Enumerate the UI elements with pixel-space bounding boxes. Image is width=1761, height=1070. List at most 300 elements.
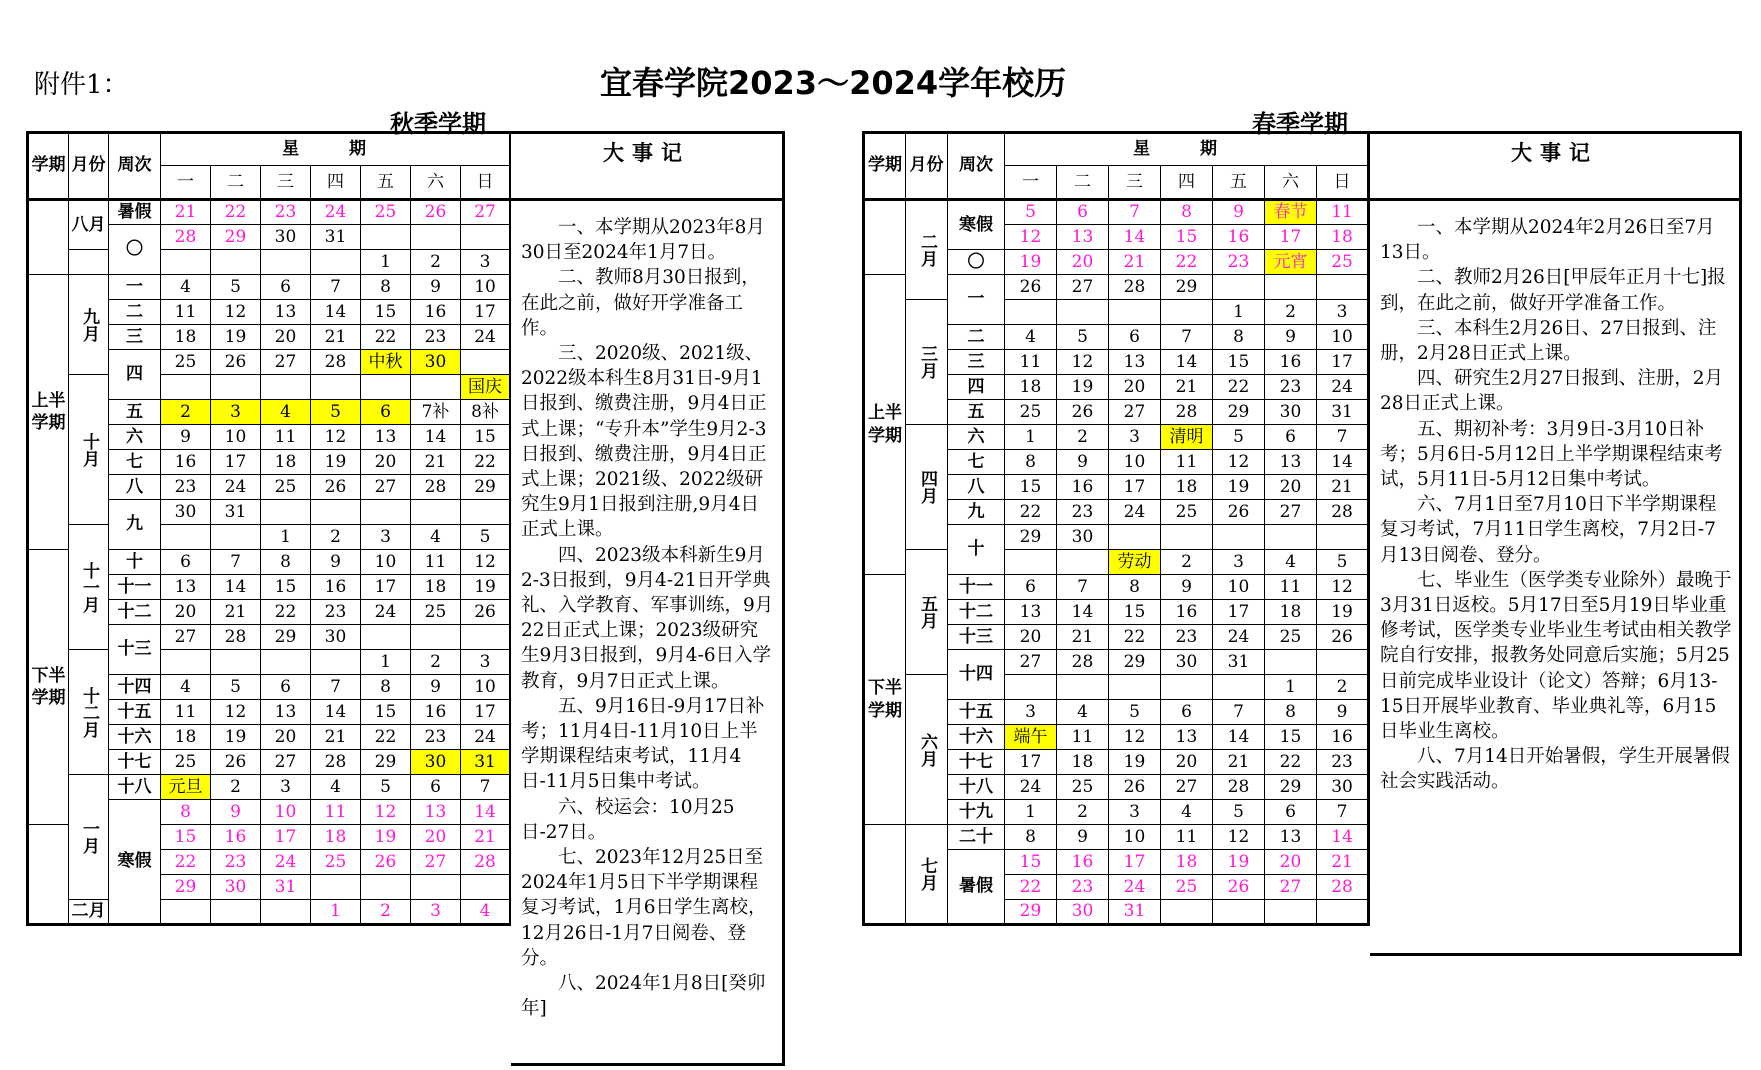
day-cell: 30 bbox=[1265, 400, 1317, 425]
weekday-header: 六 bbox=[411, 166, 461, 200]
day-cell: 17 bbox=[1213, 600, 1265, 625]
day-cell: 14 bbox=[1213, 725, 1265, 750]
week-label: 十二 bbox=[948, 600, 1005, 625]
day-cell: 27 bbox=[1265, 875, 1317, 900]
week-label: 寒假 bbox=[109, 800, 161, 925]
day-cell: 11 bbox=[261, 425, 311, 450]
day-cell: 19 bbox=[1005, 250, 1057, 275]
day-cell: 14 bbox=[211, 575, 261, 600]
term-label: 上半学期 bbox=[864, 275, 906, 575]
week-label: 寒假 bbox=[948, 200, 1005, 250]
day-cell: 27 bbox=[261, 750, 311, 775]
day-cell: 29 bbox=[1265, 775, 1317, 800]
day-cell: 28 bbox=[211, 625, 261, 650]
day-cell: 21 bbox=[161, 200, 211, 225]
day-cell: 30 bbox=[1057, 525, 1109, 550]
day-cell: 2 bbox=[1317, 675, 1369, 700]
day-cell: 16 bbox=[1317, 725, 1369, 750]
day-cell: 16 bbox=[411, 700, 461, 725]
day-cell: 18 bbox=[161, 325, 211, 350]
day-cell: 23 bbox=[1057, 875, 1109, 900]
day-cell: 13 bbox=[361, 425, 411, 450]
week-label: 十三 bbox=[948, 625, 1005, 650]
day-cell: 6 bbox=[1161, 700, 1213, 725]
day-cell: 12 bbox=[211, 300, 261, 325]
autumn-events-body bbox=[511, 201, 782, 1060]
week-label: 〇 bbox=[948, 250, 1005, 275]
weekday-header: 日 bbox=[1317, 166, 1369, 200]
day-cell: 31 bbox=[211, 500, 261, 525]
day-cell: 14 bbox=[1317, 825, 1369, 850]
day-cell: 8 bbox=[361, 675, 411, 700]
holiday-cell: 30 bbox=[411, 750, 461, 775]
day-cell bbox=[1213, 275, 1265, 300]
day-cell bbox=[1265, 650, 1317, 675]
week-label: 十四 bbox=[109, 675, 161, 700]
day-cell: 12 bbox=[211, 700, 261, 725]
day-cell: 9 bbox=[1161, 575, 1213, 600]
week-label: 九 bbox=[109, 500, 161, 550]
day-cell bbox=[411, 875, 461, 900]
day-cell: 19 bbox=[211, 325, 261, 350]
day-cell: 3 bbox=[461, 250, 511, 275]
day-cell: 28 bbox=[1057, 650, 1109, 675]
day-cell: 23 bbox=[411, 325, 461, 350]
day-cell: 12 bbox=[1213, 450, 1265, 475]
month-label: 五月 bbox=[906, 550, 948, 675]
week-label: 十七 bbox=[109, 750, 161, 775]
day-cell: 16 bbox=[161, 450, 211, 475]
autumn-semester-title: 秋季学期 bbox=[390, 110, 486, 138]
day-cell: 27 bbox=[261, 350, 311, 375]
day-cell: 21 bbox=[211, 600, 261, 625]
month-column-header: 月份 bbox=[906, 133, 948, 200]
day-cell: 18 bbox=[411, 575, 461, 600]
day-cell: 24 bbox=[1005, 775, 1057, 800]
day-cell: 3 bbox=[1109, 800, 1161, 825]
spring-events-header: 大事记 bbox=[1370, 134, 1739, 201]
week-label: 五 bbox=[109, 400, 161, 425]
day-cell: 11 bbox=[1317, 200, 1369, 225]
week-label: 十五 bbox=[109, 700, 161, 725]
day-cell: 6 bbox=[1265, 800, 1317, 825]
day-cell: 11 bbox=[1005, 350, 1057, 375]
day-cell: 8 bbox=[261, 550, 311, 575]
day-cell: 13 bbox=[1005, 600, 1057, 625]
day-cell: 20 bbox=[411, 825, 461, 850]
page-title: 宜春学院2023～2024学年校历 bbox=[600, 64, 1067, 102]
day-cell: 24 bbox=[361, 600, 411, 625]
day-cell: 24 bbox=[461, 325, 511, 350]
day-cell bbox=[1213, 900, 1265, 925]
day-cell: 22 bbox=[1265, 750, 1317, 775]
day-cell: 7 bbox=[211, 550, 261, 575]
day-cell: 7 bbox=[461, 775, 511, 800]
day-cell: 13 bbox=[1057, 225, 1109, 250]
day-cell: 22 bbox=[1213, 375, 1265, 400]
day-cell: 16 bbox=[1265, 350, 1317, 375]
day-cell: 10 bbox=[1109, 825, 1161, 850]
month-label: 十一月 bbox=[69, 525, 109, 650]
holiday-cell: 元旦 bbox=[161, 775, 211, 800]
day-cell: 10 bbox=[1109, 450, 1161, 475]
day-cell: 13 bbox=[411, 800, 461, 825]
day-cell: 2 bbox=[1057, 425, 1109, 450]
day-cell: 14 bbox=[1109, 225, 1161, 250]
event-note: 五、9月16日-9月17日补考；11月4日-11月10日上半学期课程结束考试，11月4日-11月5日集中考试。 bbox=[521, 695, 765, 793]
month-column-header: 月份 bbox=[69, 133, 109, 200]
day-cell: 29 bbox=[261, 625, 311, 650]
day-cell bbox=[311, 250, 361, 275]
day-cell bbox=[311, 650, 361, 675]
day-cell: 3 bbox=[261, 775, 311, 800]
day-cell bbox=[211, 525, 261, 550]
day-cell bbox=[261, 250, 311, 275]
day-cell: 15 bbox=[1005, 850, 1057, 875]
day-cell bbox=[261, 375, 311, 400]
day-cell: 26 bbox=[1005, 275, 1057, 300]
attachment-label: 附件1： bbox=[34, 70, 129, 100]
day-cell: 3 bbox=[1005, 700, 1057, 725]
day-cell: 13 bbox=[1109, 350, 1161, 375]
day-cell: 28 bbox=[1317, 500, 1369, 525]
week-label: 十一 bbox=[948, 575, 1005, 600]
week-label: 暑假 bbox=[948, 850, 1005, 925]
day-cell: 19 bbox=[211, 725, 261, 750]
day-cell: 8补 bbox=[461, 400, 511, 425]
holiday-cell: 端午 bbox=[1005, 725, 1057, 750]
day-cell: 12 bbox=[1317, 575, 1369, 600]
day-cell: 4 bbox=[311, 775, 361, 800]
month-label: 四月 bbox=[906, 425, 948, 550]
weekday-header: 四 bbox=[1161, 166, 1213, 200]
day-cell: 10 bbox=[361, 550, 411, 575]
event-note: 二、教师8月30日报到，在此之前，做好开学准备工作。 bbox=[521, 267, 760, 339]
day-cell bbox=[211, 375, 261, 400]
day-cell bbox=[1109, 300, 1161, 325]
week-label: 十一 bbox=[109, 575, 161, 600]
holiday-cell: 30 bbox=[411, 350, 461, 375]
holiday-cell: 国庆 bbox=[461, 375, 511, 400]
day-cell: 9 bbox=[1317, 700, 1369, 725]
event-note: 一、本学期从2024年2月26日至7月13日。 bbox=[1380, 217, 1715, 264]
day-cell bbox=[261, 900, 311, 925]
day-cell: 30 bbox=[1057, 900, 1109, 925]
day-cell: 3 bbox=[361, 525, 411, 550]
event-note: 二、教师2月26日[甲辰年正月十七]报到，在此之前，做好开学准备工作。 bbox=[1380, 267, 1726, 314]
day-cell: 16 bbox=[1213, 225, 1265, 250]
month-label: 七月 bbox=[906, 825, 948, 925]
day-cell: 15 bbox=[1005, 475, 1057, 500]
day-cell: 9 bbox=[1213, 200, 1265, 225]
day-cell bbox=[161, 250, 211, 275]
day-cell: 24 bbox=[1317, 375, 1369, 400]
day-cell: 21 bbox=[1213, 750, 1265, 775]
day-cell: 9 bbox=[411, 675, 461, 700]
day-cell: 4 bbox=[1161, 800, 1213, 825]
day-cell: 28 bbox=[311, 750, 361, 775]
day-cell: 13 bbox=[161, 575, 211, 600]
day-cell: 15 bbox=[1161, 225, 1213, 250]
holiday-cell: 31 bbox=[461, 750, 511, 775]
day-cell: 29 bbox=[1161, 275, 1213, 300]
day-cell: 17 bbox=[1005, 750, 1057, 775]
day-cell: 9 bbox=[211, 800, 261, 825]
day-cell: 11 bbox=[311, 800, 361, 825]
event-note: 六、7月1日至7月10日下半学期课程复习考试，7月11日学生离校，7月2日-7月13日阅卷、登分。 bbox=[1380, 494, 1717, 566]
day-cell: 28 bbox=[411, 475, 461, 500]
day-cell: 25 bbox=[1057, 775, 1109, 800]
day-cell: 20 bbox=[361, 450, 411, 475]
day-cell: 3 bbox=[1317, 300, 1369, 325]
term-label: 下半学期 bbox=[28, 550, 69, 825]
day-cell: 6 bbox=[1057, 200, 1109, 225]
day-cell: 2 bbox=[311, 525, 361, 550]
day-cell: 26 bbox=[1109, 775, 1161, 800]
day-cell: 20 bbox=[261, 725, 311, 750]
weekday-header: 二 bbox=[211, 166, 261, 200]
day-cell: 17 bbox=[361, 575, 411, 600]
day-cell: 11 bbox=[1161, 450, 1213, 475]
day-cell: 5 bbox=[1109, 700, 1161, 725]
weekday-header: 日 bbox=[461, 166, 511, 200]
day-cell: 31 bbox=[1317, 400, 1369, 425]
day-cell: 21 bbox=[461, 825, 511, 850]
day-cell: 25 bbox=[1005, 400, 1057, 425]
day-cell bbox=[1161, 675, 1213, 700]
day-cell bbox=[461, 875, 511, 900]
day-cell: 13 bbox=[1161, 725, 1213, 750]
day-cell: 1 bbox=[311, 900, 361, 925]
event-note: 八、7月14日开始暑假，学生开展暑假社会实践活动。 bbox=[1380, 746, 1730, 793]
day-cell: 6 bbox=[1265, 425, 1317, 450]
day-cell: 8 bbox=[1109, 575, 1161, 600]
day-cell: 3 bbox=[1109, 425, 1161, 450]
day-cell bbox=[1317, 275, 1369, 300]
day-cell: 18 bbox=[1161, 850, 1213, 875]
event-note: 七、2023年12月25日至2024年1月5日下半学期课程复习考试，1月6日学生离校，12月26日-1月7日阅卷、登分。 bbox=[521, 847, 767, 969]
holiday-cell: 元宵 bbox=[1265, 250, 1317, 275]
day-cell: 1 bbox=[1265, 675, 1317, 700]
day-cell: 3 bbox=[411, 900, 461, 925]
day-cell: 3 bbox=[461, 650, 511, 675]
day-cell: 24 bbox=[1109, 875, 1161, 900]
day-cell: 29 bbox=[1005, 525, 1057, 550]
day-cell: 13 bbox=[1265, 825, 1317, 850]
event-note: 四、研究生2月27日报到、注册，2月28日正式上课。 bbox=[1380, 368, 1724, 415]
day-cell: 18 bbox=[1161, 475, 1213, 500]
day-cell: 5 bbox=[1057, 325, 1109, 350]
day-cell: 11 bbox=[1057, 725, 1109, 750]
day-cell: 31 bbox=[311, 225, 361, 250]
weekday-header: 三 bbox=[1109, 166, 1161, 200]
day-cell: 8 bbox=[1265, 700, 1317, 725]
day-cell: 20 bbox=[1109, 375, 1161, 400]
day-cell: 6 bbox=[161, 550, 211, 575]
day-cell: 7 bbox=[1057, 575, 1109, 600]
day-cell: 16 bbox=[1161, 600, 1213, 625]
day-cell bbox=[1005, 300, 1057, 325]
day-cell: 27 bbox=[461, 200, 511, 225]
day-cell bbox=[411, 375, 461, 400]
day-cell: 18 bbox=[261, 450, 311, 475]
day-cell bbox=[161, 650, 211, 675]
day-cell: 25 bbox=[1161, 500, 1213, 525]
day-cell bbox=[161, 375, 211, 400]
day-cell: 5 bbox=[1213, 425, 1265, 450]
day-cell: 25 bbox=[161, 750, 211, 775]
day-cell: 28 bbox=[1317, 875, 1369, 900]
day-cell bbox=[161, 525, 211, 550]
day-cell: 22 bbox=[1109, 625, 1161, 650]
day-cell: 2 bbox=[211, 775, 261, 800]
day-cell bbox=[411, 225, 461, 250]
day-cell: 15 bbox=[161, 825, 211, 850]
week-label: 十七 bbox=[948, 750, 1005, 775]
day-cell: 18 bbox=[1005, 375, 1057, 400]
week-label: 十 bbox=[109, 550, 161, 575]
day-cell bbox=[311, 500, 361, 525]
weekday-header: 一 bbox=[1005, 166, 1057, 200]
day-cell: 26 bbox=[1317, 625, 1369, 650]
day-cell: 5 bbox=[1317, 550, 1369, 575]
day-cell: 18 bbox=[1317, 225, 1369, 250]
week-label: 十二 bbox=[109, 600, 161, 625]
day-cell: 21 bbox=[1109, 250, 1161, 275]
day-cell: 1 bbox=[1005, 425, 1057, 450]
day-cell bbox=[1161, 525, 1213, 550]
day-cell: 15 bbox=[361, 300, 411, 325]
day-cell: 12 bbox=[461, 550, 511, 575]
day-cell: 28 bbox=[1213, 775, 1265, 800]
day-cell: 25 bbox=[1161, 875, 1213, 900]
week-label: 一 bbox=[109, 275, 161, 300]
day-cell: 26 bbox=[211, 350, 261, 375]
day-cell: 9 bbox=[1265, 325, 1317, 350]
day-cell: 27 bbox=[361, 475, 411, 500]
holiday-cell: 春节 bbox=[1265, 200, 1317, 225]
holiday-cell: 清明 bbox=[1161, 425, 1213, 450]
day-cell bbox=[1213, 675, 1265, 700]
day-cell bbox=[361, 875, 411, 900]
day-cell: 18 bbox=[1265, 600, 1317, 625]
weekday-header: 五 bbox=[1213, 166, 1265, 200]
day-cell: 24 bbox=[211, 475, 261, 500]
day-cell: 17 bbox=[211, 450, 261, 475]
day-cell: 25 bbox=[161, 350, 211, 375]
day-cell: 26 bbox=[361, 850, 411, 875]
weekday-header: 一 bbox=[161, 166, 211, 200]
day-cell: 27 bbox=[1109, 400, 1161, 425]
term-column-header: 学期 bbox=[864, 133, 906, 200]
day-cell: 7 bbox=[311, 675, 361, 700]
day-cell: 20 bbox=[1265, 850, 1317, 875]
holiday-cell: 2 bbox=[161, 400, 211, 425]
day-cell: 8 bbox=[1161, 200, 1213, 225]
week-column-header: 周次 bbox=[109, 133, 161, 200]
day-cell: 1 bbox=[361, 250, 411, 275]
day-cell: 25 bbox=[261, 475, 311, 500]
day-cell: 15 bbox=[261, 575, 311, 600]
day-cell: 26 bbox=[311, 475, 361, 500]
day-cell: 22 bbox=[161, 850, 211, 875]
day-cell: 2 bbox=[361, 900, 411, 925]
day-cell: 22 bbox=[1161, 250, 1213, 275]
day-cell: 19 bbox=[1317, 600, 1369, 625]
day-cell: 23 bbox=[1213, 250, 1265, 275]
day-cell: 10 bbox=[1213, 575, 1265, 600]
day-cell: 1 bbox=[1005, 800, 1057, 825]
day-cell bbox=[411, 625, 461, 650]
week-column-header: 周次 bbox=[948, 133, 1005, 200]
day-cell: 4 bbox=[161, 675, 211, 700]
day-cell bbox=[411, 500, 461, 525]
day-cell bbox=[1109, 675, 1161, 700]
day-cell bbox=[1213, 525, 1265, 550]
day-cell: 21 bbox=[1317, 850, 1369, 875]
autumn-events-box bbox=[511, 131, 785, 1066]
day-cell: 16 bbox=[1057, 850, 1109, 875]
day-cell: 20 bbox=[261, 325, 311, 350]
day-cell: 25 bbox=[411, 600, 461, 625]
day-cell: 19 bbox=[1057, 375, 1109, 400]
day-cell: 10 bbox=[461, 675, 511, 700]
day-cell: 22 bbox=[211, 200, 261, 225]
day-cell: 16 bbox=[1057, 475, 1109, 500]
day-cell: 16 bbox=[211, 825, 261, 850]
day-cell: 12 bbox=[1057, 350, 1109, 375]
day-cell: 4 bbox=[411, 525, 461, 550]
day-cell bbox=[1265, 275, 1317, 300]
event-note: 五、期初补考：3月9日-3月10日补考；5月6日-5月12日上半学期课程结束考试，5月11日-5月12日集中考试。 bbox=[1380, 418, 1723, 491]
week-label: 八 bbox=[948, 475, 1005, 500]
day-cell bbox=[1109, 525, 1161, 550]
week-label: 十 bbox=[948, 525, 1005, 575]
day-cell: 11 bbox=[161, 300, 211, 325]
week-label: 十八 bbox=[948, 775, 1005, 800]
spring-calendar-panel bbox=[862, 131, 1742, 1066]
day-cell: 22 bbox=[361, 725, 411, 750]
day-cell bbox=[461, 625, 511, 650]
day-cell bbox=[311, 875, 361, 900]
weekday-group-header: 星 期 bbox=[1005, 133, 1369, 166]
day-cell: 27 bbox=[1005, 650, 1057, 675]
day-cell: 1 bbox=[1213, 300, 1265, 325]
day-cell: 17 bbox=[461, 300, 511, 325]
day-cell: 19 bbox=[1213, 475, 1265, 500]
day-cell: 22 bbox=[1005, 875, 1057, 900]
day-cell: 29 bbox=[1109, 650, 1161, 675]
day-cell: 23 bbox=[311, 600, 361, 625]
day-cell: 24 bbox=[461, 725, 511, 750]
day-cell: 5 bbox=[461, 525, 511, 550]
day-cell: 29 bbox=[161, 875, 211, 900]
day-cell: 30 bbox=[1317, 775, 1369, 800]
day-cell: 2 bbox=[411, 250, 461, 275]
weekday-header: 二 bbox=[1057, 166, 1109, 200]
autumn-events-header: 大事记 bbox=[511, 134, 782, 201]
day-cell: 19 bbox=[461, 575, 511, 600]
day-cell: 23 bbox=[261, 200, 311, 225]
day-cell: 14 bbox=[1161, 350, 1213, 375]
day-cell: 28 bbox=[461, 850, 511, 875]
day-cell: 2 bbox=[1161, 550, 1213, 575]
day-cell: 21 bbox=[311, 325, 361, 350]
day-cell bbox=[1005, 550, 1057, 575]
term-label: 下半学期 bbox=[864, 575, 906, 825]
day-cell: 23 bbox=[1317, 750, 1369, 775]
day-cell: 22 bbox=[461, 450, 511, 475]
